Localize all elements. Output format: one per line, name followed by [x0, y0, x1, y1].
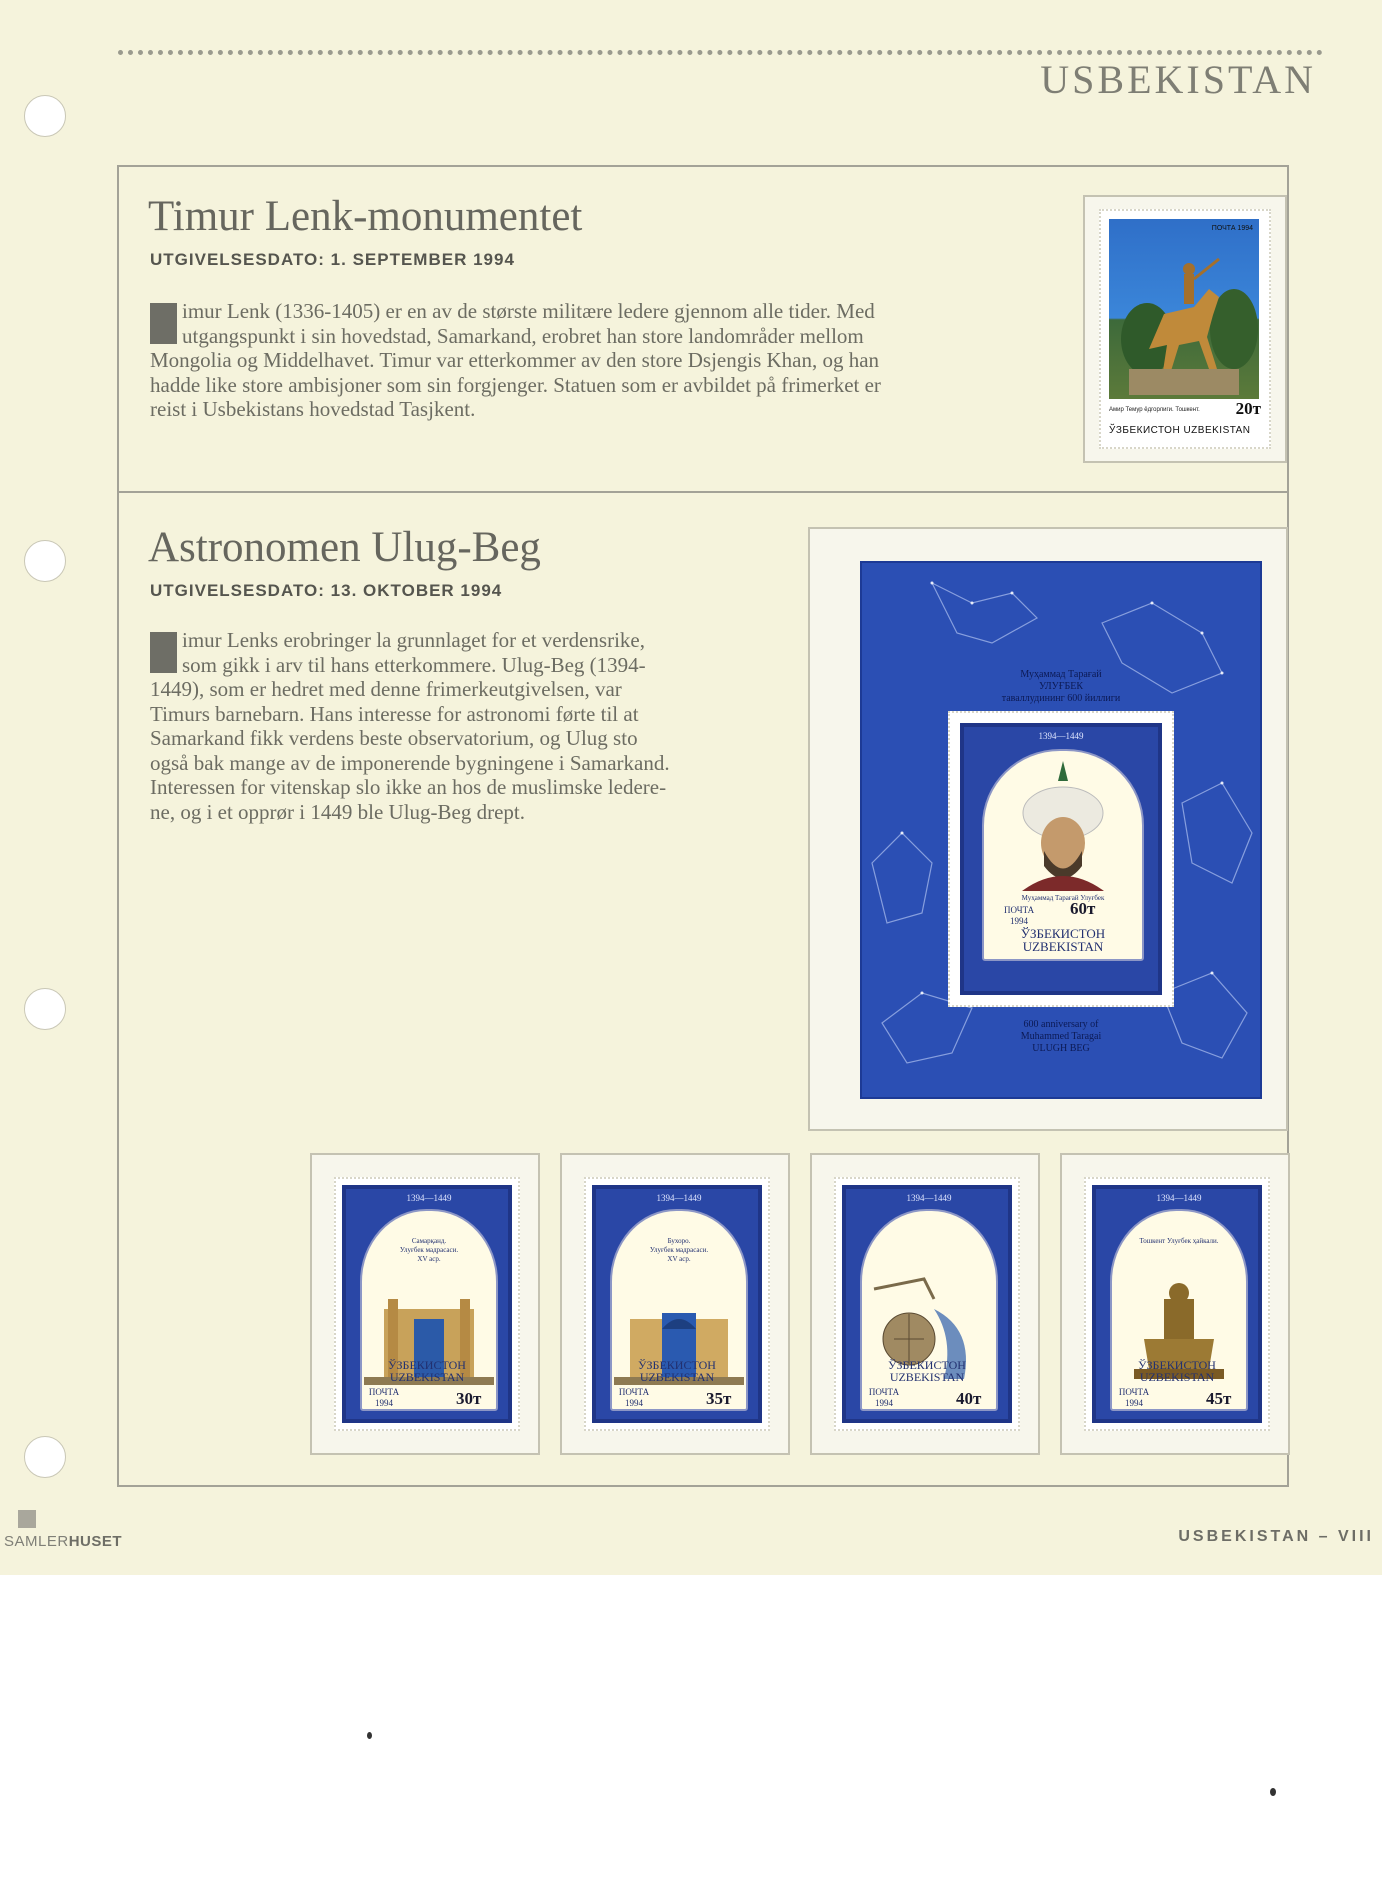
text-line: Samarkand fikk verdens beste observatorium, og Ulug sto	[150, 726, 638, 750]
stamp-country: ЎЗБЕКИСТОН UZBEKISTAN	[1109, 425, 1251, 436]
text-line: Timurs barnebarn. Hans interesse for astronomi førte til at	[150, 701, 639, 726]
stamp-value: 40т	[956, 1389, 982, 1408]
stamp-country-1: ЎЗБЕКИСТОН	[388, 1358, 466, 1372]
stamp-years: 1394—1449	[1038, 731, 1084, 741]
stamp-blue-frame	[342, 1185, 512, 1423]
section-divider	[117, 491, 1287, 493]
stamp-mount	[1083, 195, 1287, 463]
text-line: imur Lenk (1336-1405) er en av de største militære ledere gjennom alle tider. Med	[182, 299, 875, 323]
stamp-year: 1994	[625, 1398, 643, 1408]
stamp-value: 30т	[456, 1389, 482, 1408]
brand-text: SAMLER	[4, 1533, 69, 1550]
sheet-bottom-caption	[971, 1019, 1151, 1055]
stamp-country-1: ЎЗБЕКИСТОН	[1138, 1358, 1216, 1372]
stamp-caption	[372, 1237, 486, 1264]
caption-line: Улуғбек мадрасаси.	[649, 1246, 709, 1254]
caption-line: Бухоро.	[667, 1237, 691, 1245]
stamp-year: 1994	[1125, 1398, 1143, 1408]
stamp-image-equestrian-statue	[1109, 219, 1259, 399]
stamp-blue-frame	[592, 1185, 762, 1423]
stamp	[334, 1177, 520, 1431]
punch-hole	[24, 988, 66, 1030]
horse-statue-icon	[1109, 219, 1259, 399]
stamp-years: 1394—1449	[406, 1193, 452, 1203]
sheet-top-caption	[971, 669, 1151, 705]
scan-speck	[1270, 1788, 1276, 1796]
punch-hole	[24, 540, 66, 582]
text-line: imur Lenks erobringer la grunnlaget for et verdensrike,	[182, 628, 645, 652]
stamp-value: 60т	[1070, 899, 1096, 918]
stamp-years: 1394—1449	[1156, 1193, 1202, 1203]
footer-page-label: USBEKISTAN – VIII	[1178, 1528, 1374, 1545]
stamp-mount	[310, 1153, 540, 1455]
stamp-caption: Амир Темур ёдгорлиги. Тошкент.	[1109, 407, 1200, 413]
stamp-post: ПОЧТА	[618, 1387, 650, 1397]
section-body	[150, 628, 770, 824]
drop-cap-t	[150, 303, 177, 344]
stamp-country-1: ЎЗБЕКИСТОН	[638, 1358, 716, 1372]
stamp-value: 45т	[1206, 1389, 1232, 1408]
issue-date: UTGIVELSESDATO: 13. OKTOBER 1994	[150, 581, 503, 600]
section-body	[150, 299, 1030, 422]
text-line: også bak mange av de imponerende bygningene i Samarkand.	[150, 750, 670, 775]
caption-line: Тошкент Улуғбек ҳайкали.	[1139, 1237, 1219, 1245]
brand-text-bold: HUSET	[68, 1533, 123, 1550]
stamp-mount	[1060, 1153, 1290, 1455]
text-line: hadde like store ambisjoner som sin forgjenger. Statuen som er avbildet på frimerket er	[150, 372, 881, 397]
scan-speck	[367, 1732, 372, 1739]
stamp-value: 35т	[706, 1389, 732, 1408]
stamp-top-text: ПОЧТА 1994	[1211, 225, 1253, 232]
stamp-blue-frame	[1092, 1185, 1262, 1423]
souvenir-sheet	[860, 561, 1262, 1099]
punch-hole	[24, 95, 66, 137]
stamp-years: 1394—1449	[656, 1193, 702, 1203]
stamp-arch	[982, 749, 1144, 961]
stamp-mount	[560, 1153, 790, 1455]
caption-line: УЛУҒБЕК	[1038, 681, 1084, 692]
stamp-post: ПОЧТА	[1004, 905, 1035, 915]
stamp-years: 1394—1449	[906, 1193, 952, 1203]
stamp-post: ПОЧТА	[368, 1387, 400, 1397]
sheet-stamp	[948, 711, 1174, 1007]
caption-line: таваллудининг 600 йиллиги	[1001, 693, 1121, 704]
header-dotted-rule	[118, 50, 1323, 55]
stamp-blue-frame	[842, 1185, 1012, 1423]
stamp-country-1: ЎЗБЕКИСТОН	[1020, 926, 1106, 941]
caption-line: 600 anniversary of	[1023, 1019, 1099, 1030]
punch-hole	[24, 1436, 66, 1478]
stamp-year: 1994	[875, 1398, 893, 1408]
stamp-country-1: ЎЗБЕКИСТОН	[888, 1358, 966, 1372]
portrait-icon	[984, 751, 1142, 891]
caption-line: ULUGH BEG	[1032, 1043, 1090, 1054]
text-line: ne, og i et opprør i 1449 ble Ulug-Beg drept.	[150, 799, 526, 824]
caption-line: XV аср.	[417, 1255, 441, 1263]
stamp-country-2: UZBEKISTAN	[889, 1370, 965, 1384]
stamp-caption	[1122, 1237, 1236, 1246]
stamp-post: ПОЧТА	[1118, 1387, 1150, 1397]
stamp-year: 1994	[1010, 916, 1028, 926]
footer-brand	[4, 1533, 122, 1550]
stamp-country-2: UZBEKISTAN	[639, 1370, 715, 1384]
stamp-country-2: UZBEKISTAN	[1022, 939, 1104, 954]
stamp	[1099, 209, 1271, 449]
country-header: USBEKISTAN	[1040, 57, 1316, 102]
caption-line: XV аср.	[667, 1255, 691, 1263]
stamp	[584, 1177, 770, 1431]
text-line: 1449), som er hedret med denne frimerkeutgivelsen, var	[150, 677, 622, 701]
text-line: som gikk i arv til hans etterkommere. Ulug-Beg (1394-	[182, 652, 646, 677]
stamp-country-2: UZBEKISTAN	[1139, 1370, 1215, 1384]
caption-line: Muhammed Taragai	[1020, 1031, 1102, 1042]
drop-cap-t	[150, 632, 177, 673]
section-title: Astronomen Ulug-Beg	[148, 524, 541, 571]
text-line: Interessen for vitenskap slo ikke an hos de muslimske ledere-	[150, 775, 667, 799]
section-title: Timur Lenk-monumentet	[148, 193, 583, 240]
caption-line: Муҳаммад Тарағай	[1020, 669, 1102, 680]
stamp-year: 1994	[375, 1398, 393, 1408]
stamp-mount	[810, 1153, 1040, 1455]
text-line: reist i Usbekistans hovedstad Tasjkent.	[150, 397, 476, 421]
stamp-country-2: UZBEKISTAN	[389, 1370, 465, 1384]
stamp-caption	[622, 1237, 736, 1264]
brand-logo-icon	[18, 1510, 36, 1528]
stamp	[834, 1177, 1020, 1431]
stamp-blue-frame	[960, 723, 1162, 995]
text-line: Mongolia og Middelhavet. Timur var etterkommer av den store Dsjengis Khan, og han	[150, 348, 880, 372]
issue-date: UTGIVELSESDATO: 1. SEPTEMBER 1994	[150, 250, 515, 269]
caption-line: Улуғбек мадрасаси.	[399, 1246, 459, 1254]
text-line: utgangspunkt i sin hovedstad, Samarkand, erobret han store landområder mellom	[182, 323, 864, 348]
stamp-value: 20т	[1235, 399, 1261, 418]
stamp	[1084, 1177, 1270, 1431]
caption-line: Самарқанд.	[411, 1237, 447, 1245]
stamp-name: Муҳаммад Тарағай Улуғбек	[1021, 894, 1105, 902]
stamp-post: ПОЧТА	[868, 1387, 900, 1397]
souvenir-sheet-mount	[808, 527, 1288, 1131]
